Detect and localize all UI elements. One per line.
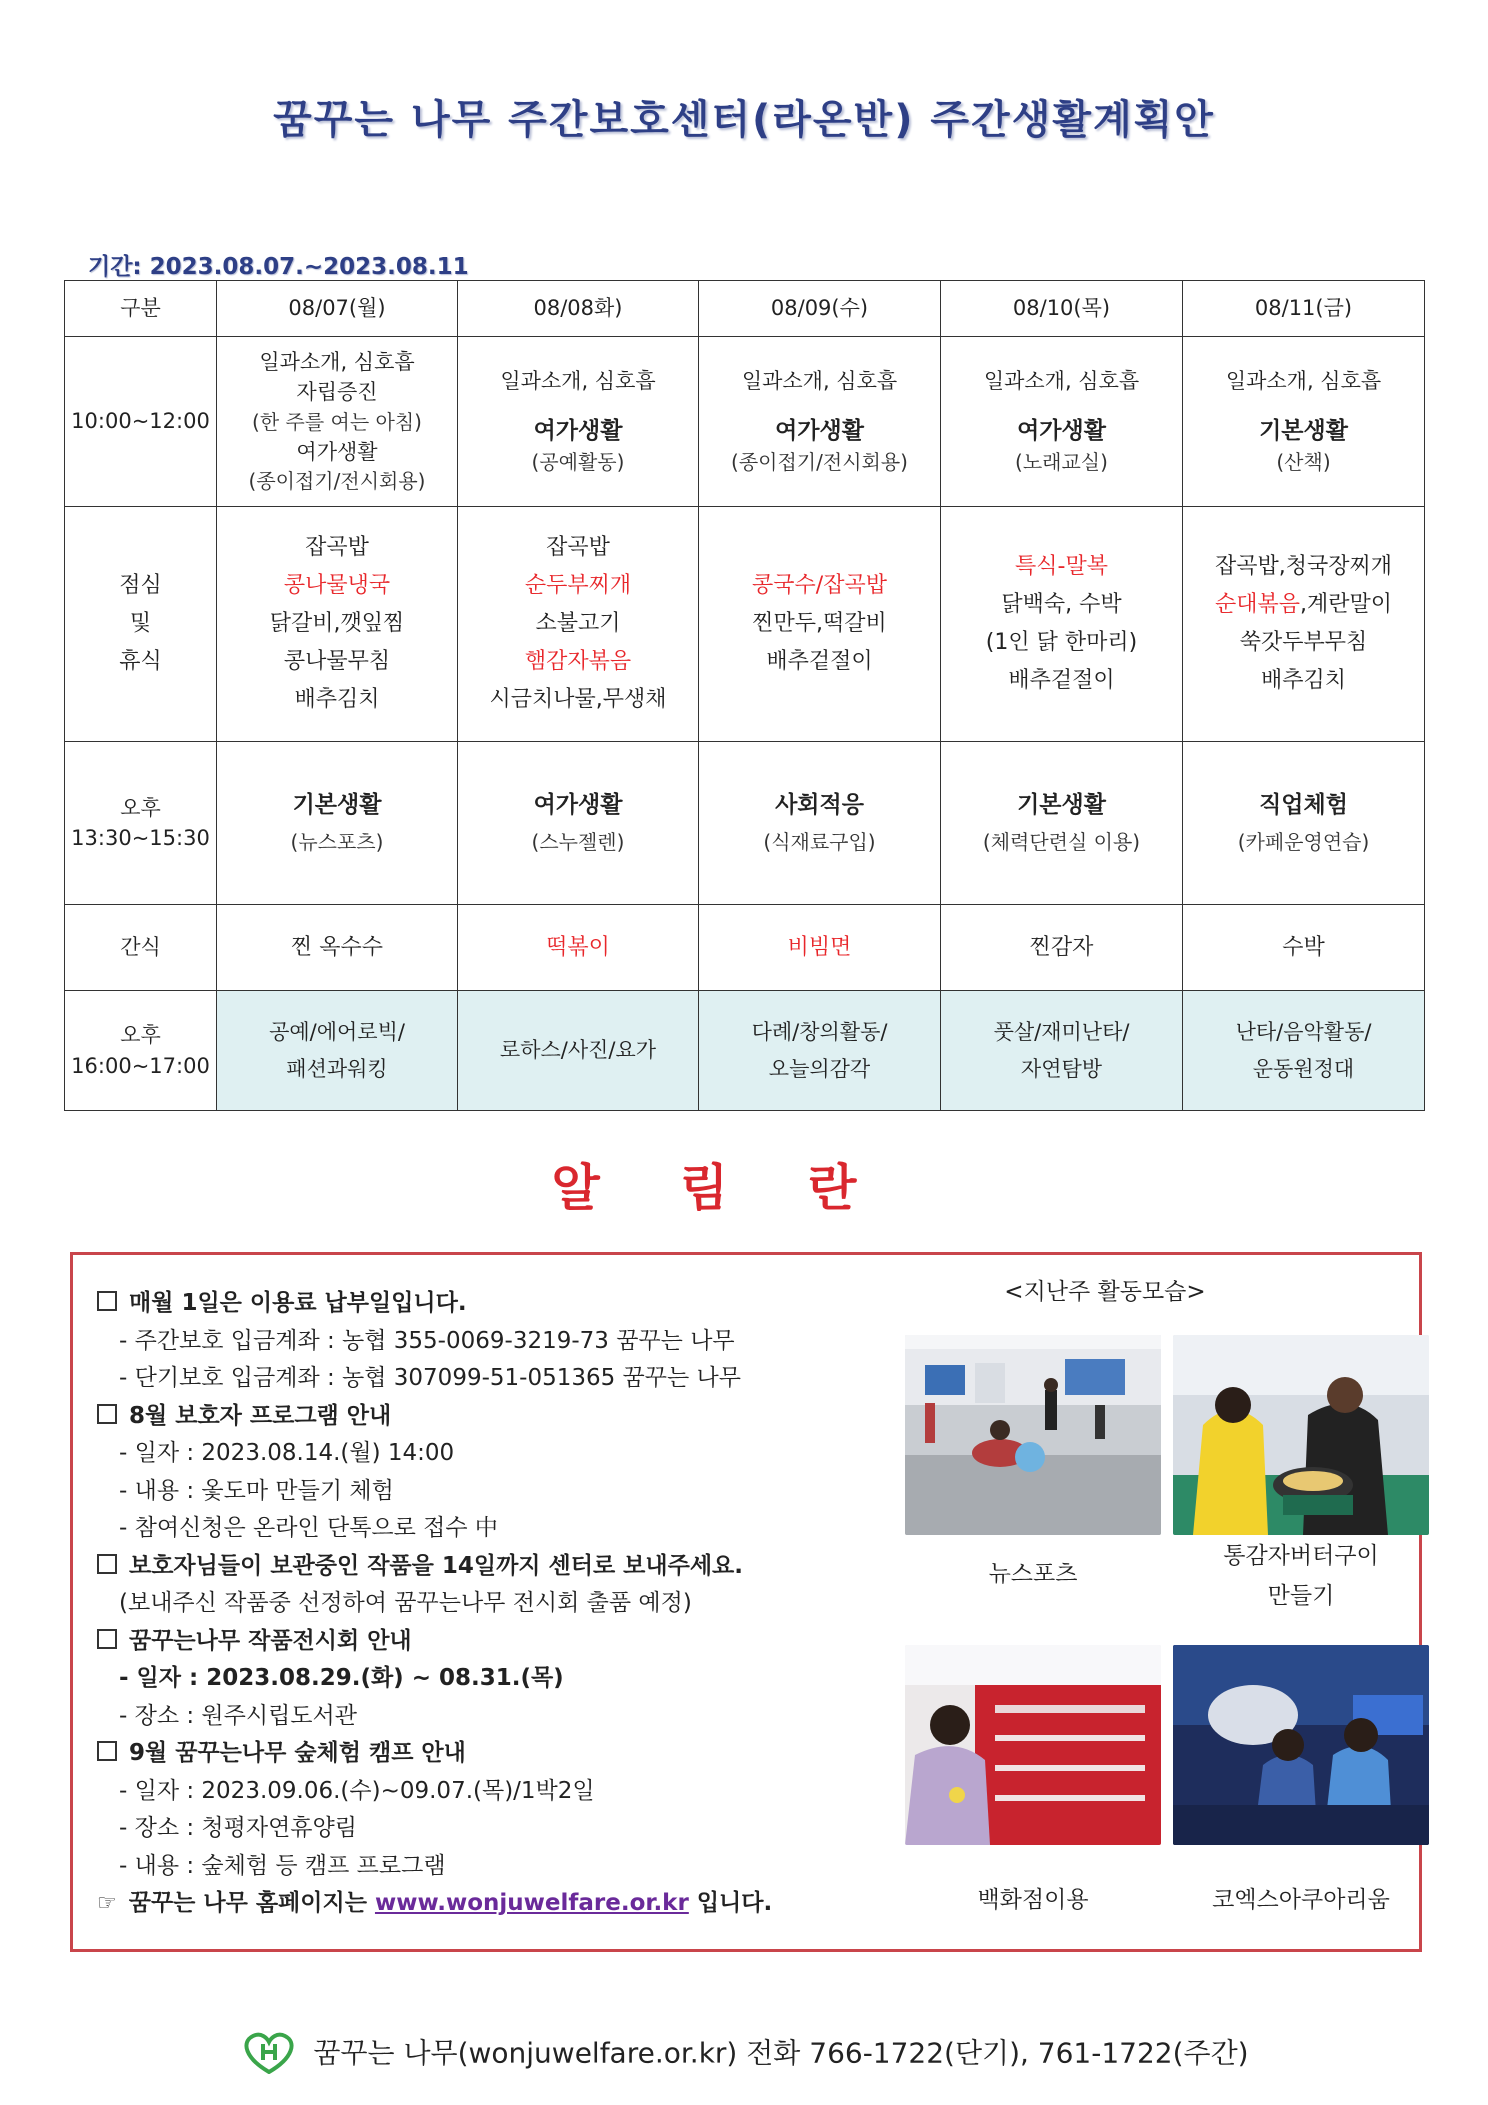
- activity-main: 기본생활: [1017, 791, 1106, 818]
- photo-potato-cooking: [1173, 1335, 1429, 1535]
- potato-cooking-image: [1173, 1335, 1429, 1535]
- activity-sub: (스누젤렌): [531, 830, 625, 855]
- notice-text: - 내용 : 옻도마 만들기 체험: [119, 1477, 394, 1504]
- lunch-menu-cell: [458, 507, 699, 742]
- notice-text: 8월 보호자 프로그램 안내: [129, 1402, 392, 1429]
- lunch-menu-cell: [1183, 507, 1425, 742]
- notice-heading-item: [97, 1548, 917, 1586]
- homepage-line: [97, 1885, 917, 1923]
- notice-box: [70, 1252, 1422, 1952]
- snack-cell: 비빔면: [699, 905, 941, 991]
- afternoon-cell: [699, 742, 941, 905]
- checkbox-square-icon: [97, 1404, 117, 1424]
- pointing-hand-icon: ☞: [97, 1891, 117, 1916]
- photo-caption: 백화점이용: [977, 1887, 1089, 1913]
- cell-line: 난타/음악활동/: [1235, 1020, 1372, 1045]
- photo-coex-aquarium: [1173, 1645, 1429, 1845]
- notice-detail-item: [97, 1585, 917, 1623]
- table-header-row: [65, 281, 1425, 337]
- menu-item: 배추겉절이: [766, 648, 873, 674]
- menu-item: 잡곡밥,청국장찌개: [1214, 554, 1392, 580]
- notice-text: - 주간보호 입금계좌 : 농협 355-0069-3219-73 꿈꾸는 나무: [119, 1327, 735, 1354]
- menu-item: 콩나물냉국: [283, 573, 391, 599]
- snack-row: [65, 905, 1425, 991]
- cell-line: 일과소개, 심호흡: [259, 349, 415, 374]
- notice-text: - 일자 : 2023.08.14.(월) 14:00: [119, 1440, 455, 1466]
- notice-text: 보호자님들이 보관중인 작품을 14일까지 센터로 보내주세요.: [129, 1552, 744, 1579]
- notice-text: - 내용 : 숲체험 등 캠프 프로그램: [119, 1852, 446, 1879]
- activity-sub: (노래교실): [1015, 449, 1108, 474]
- activity-main: 여가생활: [1017, 417, 1106, 444]
- afternoon-cell: [941, 742, 1183, 905]
- morning-row: [65, 337, 1425, 507]
- photo-caption: 통감자버터구이: [1223, 1543, 1379, 1569]
- label-line: 오후: [120, 1023, 161, 1048]
- cell-line: 운동원정대: [1252, 1056, 1355, 1081]
- label-line: 16:00~17:00: [71, 1053, 210, 1078]
- activity-sub: (식재료구입): [763, 830, 876, 855]
- snack-cell: 수박: [1183, 905, 1425, 991]
- menu-item: 시금치나물,무생채: [489, 686, 667, 712]
- lunch-menu-cell: [941, 507, 1183, 742]
- afternoon-cell: [1183, 742, 1425, 905]
- menu-item: 배추김치: [1260, 667, 1346, 693]
- snack-cell: 찐감자: [941, 905, 1183, 991]
- cell-line: 일과소개, 심호흡: [1225, 369, 1382, 394]
- activity-sub: (뉴스포츠): [290, 830, 384, 855]
- photo-caption: 뉴스포츠: [988, 1561, 1078, 1587]
- activity-sub: (체력단련실 이용): [982, 830, 1141, 855]
- notice-detail-item: [97, 1698, 917, 1736]
- menu-item: 콩국수/잡곡밥: [752, 573, 887, 599]
- photos-title: <지난주 활동모습>: [1004, 1279, 1206, 1305]
- page-title: 꿈꾸는 나무 주간보호센터(라온반) 주간생활계획안: [273, 97, 1215, 143]
- notice-text: - 참여신청은 온라인 단톡으로 접수 中: [119, 1515, 498, 1541]
- cell-line: (종이접기/전시회용): [248, 469, 426, 494]
- notice-detail-item: [97, 1473, 917, 1511]
- homepage-prefix: 꿈꾸는 나무 홈페이지는: [128, 1890, 367, 1916]
- activity-main: 여가생활: [533, 791, 623, 818]
- menu-item: 순두부찌개: [524, 573, 632, 599]
- morning-cell: [1183, 337, 1425, 507]
- activity-sub: (카페운영연습): [1237, 830, 1370, 855]
- menu-item: 찐만두,떡갈비: [752, 611, 887, 637]
- notice-heading-item: [97, 1398, 917, 1436]
- checkbox-square-icon: [97, 1291, 117, 1311]
- menu-item: 배추김치: [294, 686, 380, 712]
- cell-line: 다례/창의활동/: [751, 1020, 888, 1045]
- department-store-image: [905, 1645, 1161, 1845]
- late-afternoon-row: [65, 991, 1425, 1111]
- time-label: [65, 991, 217, 1111]
- cell-line: 자립증진: [296, 380, 378, 405]
- afternoon-row: [65, 742, 1425, 905]
- notice-heading-item: [97, 1735, 917, 1773]
- time-label: [65, 742, 217, 905]
- lunch-menu-cell: [699, 507, 941, 742]
- notice-detail-item: [97, 1323, 917, 1361]
- notice-text: 매월 1일은 이용료 납부일입니다.: [129, 1290, 467, 1316]
- morning-cell: [941, 337, 1183, 507]
- menu-item: 소불고기: [535, 611, 621, 637]
- lunch-row: [65, 507, 1425, 742]
- header-cell: 08/10(목): [941, 281, 1183, 337]
- time-label: 10:00~12:00: [65, 337, 217, 507]
- time-label: [65, 507, 217, 742]
- morning-cell: [458, 337, 699, 507]
- notice-heading-item: [97, 1623, 917, 1661]
- label-line: 점심: [119, 573, 162, 599]
- activity-sub: (산책): [1276, 449, 1331, 474]
- lunch-menu-cell: [217, 507, 458, 742]
- afternoon-cell: [458, 742, 699, 905]
- homepage-link[interactable]: www.wonjuwelfare.or.kr: [374, 1890, 689, 1916]
- notice-detail-item: [97, 1773, 917, 1811]
- weekly-schedule-table: [64, 280, 1425, 1111]
- menu-item: 잡곡밥: [305, 535, 369, 561]
- activity-sub: (공예활동): [531, 449, 625, 474]
- label-line: 13:30~15:30: [71, 826, 210, 850]
- notice-detail-item: [97, 1660, 917, 1698]
- cell-line: 일과소개, 심호흡: [983, 369, 1140, 394]
- snack-cell: 찐 옥수수: [217, 905, 458, 991]
- late-activity-cell: [217, 991, 458, 1111]
- late-activity-cell: [941, 991, 1183, 1111]
- news-sports-image: [905, 1335, 1161, 1535]
- checkbox-square-icon: [97, 1554, 117, 1574]
- cell-line: 여가생활: [296, 439, 378, 464]
- menu-item: 잡곡밥: [546, 535, 610, 561]
- notice-detail-item: [97, 1510, 917, 1548]
- header-cell: 08/09(수): [699, 281, 941, 337]
- notice-heading: 알림란: [551, 1159, 937, 1217]
- menu-item: 닭백숙, 수박: [1001, 592, 1122, 618]
- cell-line: 패션과워킹: [286, 1056, 388, 1081]
- time-label: 간식: [65, 905, 217, 991]
- late-activity-cell: [699, 991, 941, 1111]
- menu-item: 쑥갓두부무침: [1239, 630, 1368, 655]
- notice-detail-item: [97, 1360, 917, 1398]
- menu-item: 특식-말복: [1015, 554, 1108, 580]
- menu-item: ,계란말이: [1300, 592, 1393, 618]
- tree-logo-icon: [239, 2028, 299, 2081]
- footer-text: 꿈꾸는 나무(wonjuwelfare.or.kr) 전화 766-1722(단기), 761-1722(주간): [313, 2036, 1249, 2070]
- header-cell: 구분: [65, 281, 217, 337]
- late-activity-cell: [458, 991, 699, 1111]
- menu-item-combined: [1187, 589, 1420, 621]
- morning-cell: [699, 337, 941, 507]
- notice-text: - 장소 : 원주시립도서관: [119, 1702, 357, 1729]
- menu-item: 닭갈비,깻잎찜: [269, 611, 405, 637]
- menu-item: 배추겉절이: [1008, 667, 1115, 693]
- cell-line: 공예/에어로빅/: [269, 1020, 405, 1045]
- photo-department-store: [905, 1645, 1161, 1845]
- checkbox-square-icon: [97, 1741, 117, 1761]
- notice-text: 꿈꾸는나무 작품전시회 안내: [129, 1627, 412, 1654]
- photo-caption: 코엑스아쿠아리움: [1212, 1887, 1390, 1913]
- photo-caption: 만들기: [1267, 1583, 1335, 1609]
- coex-aquarium-image: [1173, 1645, 1429, 1845]
- afternoon-cell: [217, 742, 458, 905]
- menu-item: 콩나물무침: [283, 648, 391, 674]
- snack-cell: 떡볶이: [458, 905, 699, 991]
- checkbox-square-icon: [97, 1629, 117, 1649]
- cell-line: 풋살/재미난타/: [993, 1020, 1130, 1045]
- menu-item: (1인 닭 한마리): [985, 630, 1138, 655]
- notice-text: (보내주신 작품중 선정하여 꿈꾸는나무 전시회 출품 예정): [119, 1590, 692, 1616]
- notice-list: [97, 1285, 917, 1923]
- label-line: 휴식: [119, 648, 162, 674]
- menu-item: 순대볶음: [1214, 592, 1300, 618]
- cell-line: 일과소개, 심호흡: [500, 369, 656, 394]
- late-activity-cell: [1183, 991, 1425, 1111]
- notice-text: - 단기보호 입금계좌 : 농협 307099-51-051365 꿈꾸는 나무: [119, 1365, 741, 1391]
- label-line: 및: [129, 611, 152, 637]
- notice-detail-item: [97, 1810, 917, 1848]
- notice-detail-item: [97, 1848, 917, 1886]
- header-cell: 08/07(월): [217, 281, 458, 337]
- notice-text: - 일자 : 2023.08.29.(화) ~ 08.31.(목): [119, 1665, 564, 1691]
- header-cell: 08/08화): [458, 281, 699, 337]
- cell-line: 오늘의감각: [768, 1056, 871, 1081]
- activity-sub: (종이접기/전시회용): [731, 449, 908, 474]
- activity-main: 여가생활: [533, 417, 623, 444]
- label-line: 오후: [120, 795, 161, 820]
- activity-main: 기본생활: [1259, 417, 1348, 444]
- activity-main: 사회적응: [775, 791, 864, 818]
- photo-news-sports: [905, 1335, 1161, 1535]
- activity-main: 기본생활: [292, 791, 382, 818]
- cell-line: 일과소개, 심호흡: [741, 369, 898, 394]
- header-cell: 08/11(금): [1183, 281, 1425, 337]
- notice-text: - 장소 : 청평자연휴양림: [119, 1815, 357, 1841]
- notice-heading-item: [97, 1285, 917, 1323]
- notice-text: 9월 꿈꾸는나무 숲체험 캠프 안내: [129, 1740, 466, 1766]
- cell-line: (한 주를 여는 아침): [252, 409, 422, 434]
- notice-detail-item: [97, 1435, 917, 1473]
- notice-text: - 일자 : 2023.09.06.(수)~09.07.(목)/1박2일: [119, 1777, 595, 1804]
- period-label: 기간: 2023.08.07.~2023.08.11: [88, 254, 469, 280]
- menu-item: 햄감자볶음: [524, 648, 632, 674]
- morning-cell: [217, 337, 458, 507]
- footer: [0, 2028, 1488, 2081]
- cell-line: 자연탐방: [1020, 1056, 1103, 1081]
- activity-main: 여가생활: [775, 417, 864, 444]
- homepage-suffix: 입니다.: [696, 1890, 773, 1916]
- activity-main: 직업체험: [1259, 791, 1348, 818]
- cell-line: 로하스/사진/요가: [499, 1038, 657, 1063]
